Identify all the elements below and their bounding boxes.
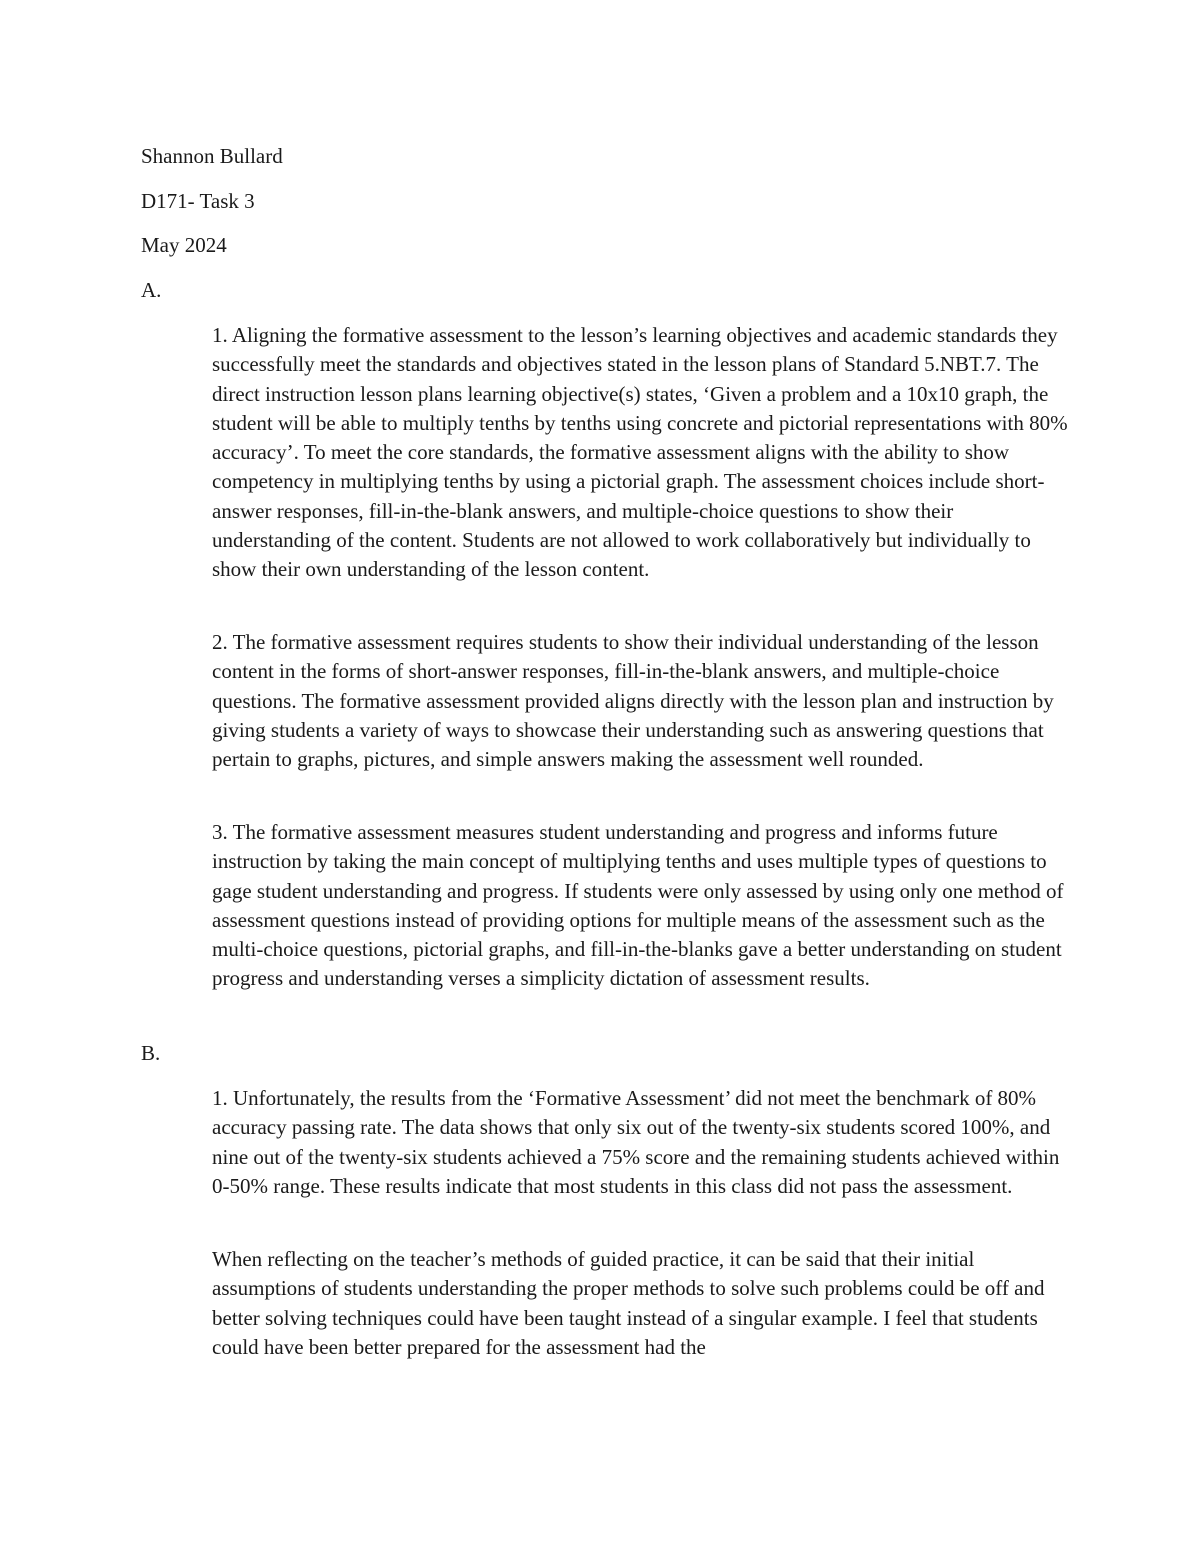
- section-b-paragraph-1: 1. Unfortunately, the results from the ‘Formative Assessment’ did not meet the benchmark of 80% accuracy passing rate. The data shows that only six out of the twenty-six students scored 100%, and nine out of the twenty-six students achieved a 75% score and the remaining students achieved within 0-50% range. These results indicate that most students in this class did not pass the assessment.: [212, 1086, 1060, 1198]
- author-name: Shannon Bullard: [141, 144, 283, 168]
- course-task: D171- Task 3: [141, 189, 255, 213]
- section-b-paragraph-2: When reflecting on the teacher’s methods of guided practice, it can be said that their initial assumptions of students understanding the proper methods to solve such problems could be off and better solving techniques could have been taught instead of a singular example. I feel that students could have been better prepared for the assessment had the: [212, 1247, 1045, 1359]
- section-a-paragraph-1: 1. Aligning the formative assessment to the lesson’s learning objectives and academic standards they successfully meet the standards and objectives stated in the lesson plans of Standard 5.NBT.7. The direct instruction lesson plans learning objective(s) states, ‘Given a problem and a 10x10 graph, the student will be able to multiply tenths by tenths using concrete and pictorial representations with 80% accuracy’. To meet the core standards, the formative assessment aligns with the ability to show competency in multiplying tenths by using a pictorial graph. The assessment choices include short-answer responses, fill-in-the-blank answers, and multiple-choice questions to show their understanding of the content. Students are not allowed to work collaboratively but individually to show their own understanding of the lesson content.: [212, 323, 1068, 582]
- section-a-label: A.: [141, 278, 162, 302]
- section-b-label: B.: [141, 1041, 161, 1065]
- section-a-paragraph-2: 2. The formative assessment requires students to show their individual understanding of the lesson content in the forms of short-answer responses, fill-in-the-blank answers, and multiple-choice questions. The formative assessment provided aligns directly with the lesson plan and instruction by giving students a variety of ways to showcase their understanding such as answering questions that pertain to graphs, pictures, and simple answers making the assessment well rounded.: [212, 630, 1054, 772]
- section-a-paragraph-3: 3. The formative assessment measures student understanding and progress and informs future instruction by taking the main concept of multiplying tenths and uses multiple types of questions to gage student understanding and progress. If students were only assessed by using only one method of assessment questions instead of providing options for multiple means of the assessment such as the multi-choice questions, pictorial graphs, and fill-in-the-blanks gave a better understanding on student progress and understanding verses a simplicity dictation of assessment results.: [212, 820, 1064, 991]
- document-date: May 2024: [141, 233, 227, 257]
